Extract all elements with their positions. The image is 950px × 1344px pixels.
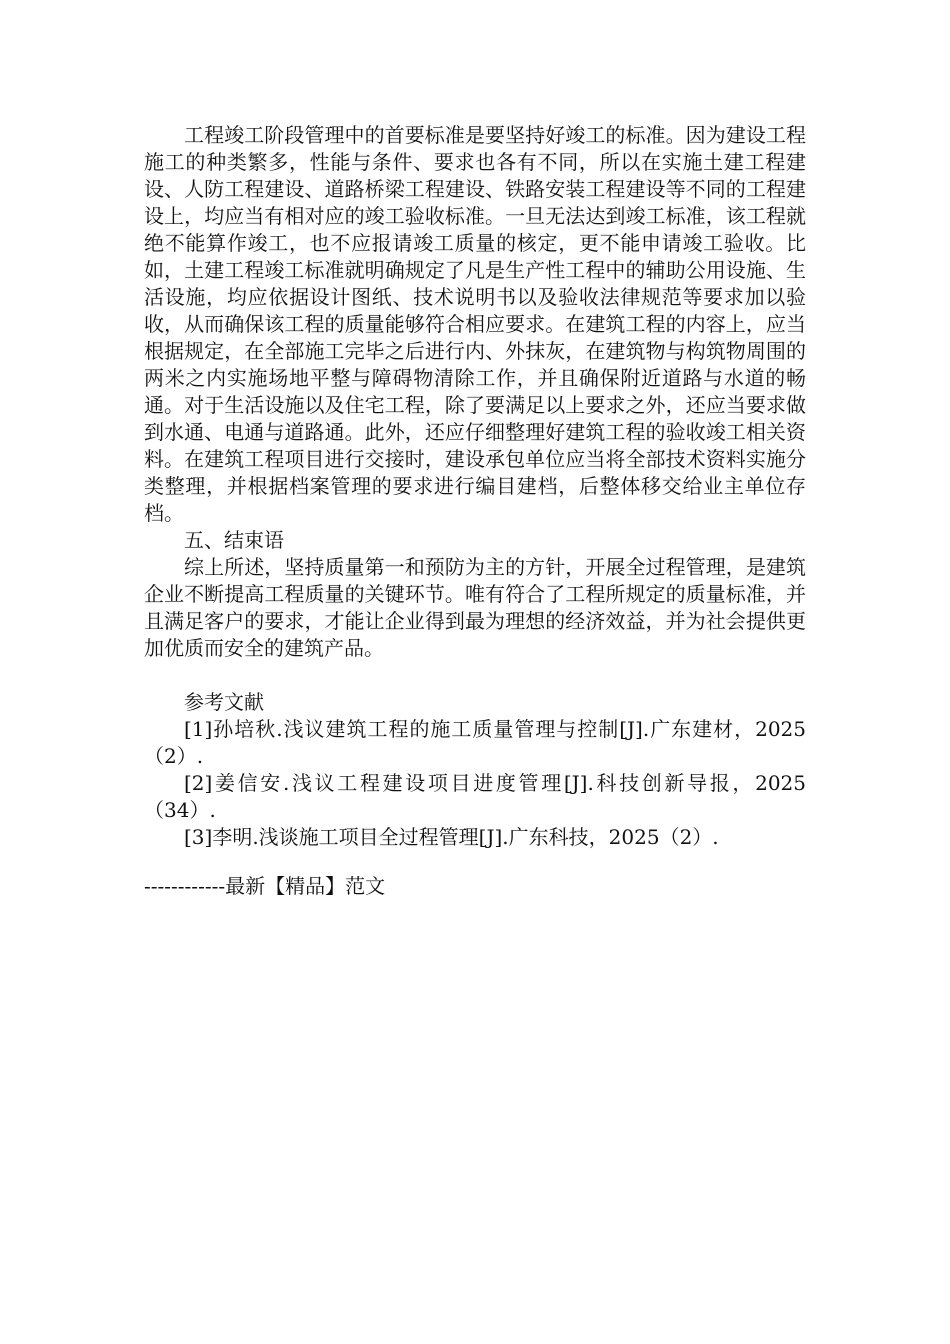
body-paragraph-conclusion: 综上所述，坚持质量第一和预防为主的方针，开展全过程管理，是建筑企业不断提高工程质量的关键环节。唯有符合了工程所规定的质量标准，并且满足客户的要求，才能让企业得到最为理想的经济效益，并为社会提供更加优质而安全的建筑产品。 [144,555,806,660]
reference-item-3: [3]李明.浅谈施工项目全过程管理[J].广东科技，2025（2）. [184,825,719,849]
reference-item-1: [1]孙培秋.浅议建筑工程的施工质量管理与控制[J].广东建材，2025（2）. [144,717,806,768]
body-paragraph-completion-standards: 工程竣工阶段管理中的首要标准是要坚持好竣工的标准。因为建设工程施工的种类繁多，性能与条件、要求也各有不同，所以在实施土建工程建设、人防工程建设、道路桥梁工程建设、铁路安装工程建设等不同的工程建设上，均应当有相对应的竣工验收标准。一旦无法达到竣工标准，该工程就绝不能算作竣工，也不应报请竣工质量的核定，更不能申请竣工验收。比如，土建工程竣工标准就明确规定了凡是生产性工程中的辅助公用设施、生活设施，均应依据设计图纸、技术说明书以及验收法律规范等要求加以验收，从而确保该工程的质量能够符合相应要求。在建筑工程的内容上，应当根据规定，在全部施工完毕之后进行内、外抹灰，在建筑物与构筑物周围的两米之内实施场地平整与障碍物清除工作，并且确保附近道路与水道的畅通。对于生活设施以及住宅工程，除了要满足以上要求之外，还应当要求做到水通、电通与道路通。此外，还应仔细整理好建筑工程的验收竣工相关资料。在建筑工程项目进行交接时，建设承包单位应当将全部技术资料实施分类整理，并根据档案管理的要求进行编目建档，后整体移交给业主单位存档。 [144,123,806,525]
document-content [144,122,806,851]
section-heading-conclusion: 五、结束语 [184,528,284,552]
paragraph-gap [144,662,806,689]
references-heading: 参考文献 [184,690,264,714]
footer-note: ------------最新【精品】范文 [144,874,386,898]
reference-item-2: [2]姜信安.浅议工程建设项目进度管理[J].科技创新导报，2025（34）. [144,771,806,822]
